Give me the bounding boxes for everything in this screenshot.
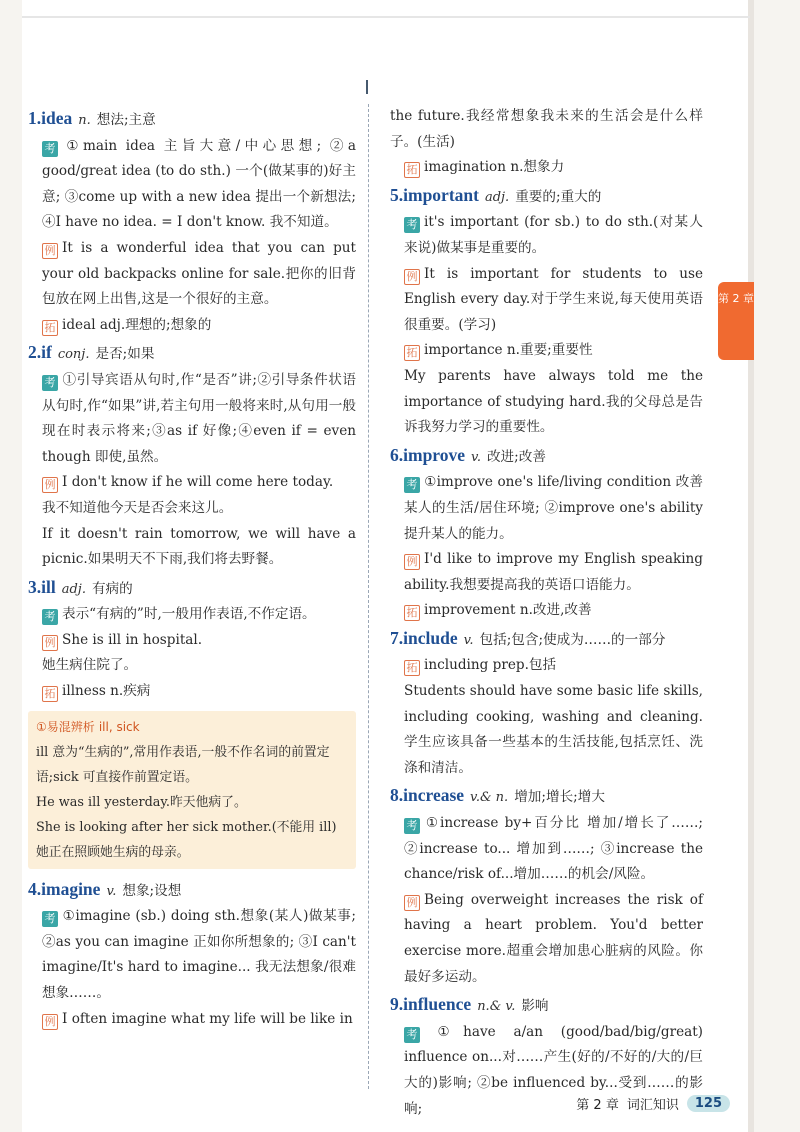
confusion-box: [28, 711, 356, 869]
entry-important: [390, 183, 703, 441]
part-of-speech: adj.: [61, 581, 86, 597]
footer-chapter: 第 2 章: [576, 1098, 619, 1113]
kao-note: 考 it's important (for sb.) to do sth.(对某人来说)做某事是重要的。: [404, 214, 703, 256]
box-line: He was ill yesterday.昨天他病了。: [36, 794, 247, 810]
example: 例 I don't know if he will come here today. 我不知道他今天是否会来这儿。: [42, 474, 334, 516]
chapter-tab: 第 2 章: [718, 282, 754, 360]
headword: 2.if: [28, 342, 52, 363]
kao-note: 考 ①imagine (sb.) doing sth.想象(某人)做某事; ②as you can imagine 正如你所想象的; ③I can't imagine/It's hard to imagine... 我无法想象/很难想象……。: [42, 908, 356, 1002]
example-icon: 例: [42, 1014, 58, 1030]
headword: 7.include: [390, 627, 458, 648]
entry-ill: [28, 575, 356, 705]
example: 例 I'd like to improve my English speaking ability.我想要提高我的英语口语能力。: [404, 551, 703, 593]
kao-icon: 考: [404, 217, 420, 233]
part-of-speech: v.: [463, 632, 474, 648]
extension-icon: 拓: [404, 345, 420, 361]
box-line: She is looking after her sick mother.(不能用 ill): [36, 819, 337, 835]
entry-imagine: [28, 877, 356, 1033]
kao-note: 考 表示“有病的”时,一般用作表语,不作定语。: [28, 602, 356, 628]
example-icon: 例: [42, 243, 58, 259]
kao-note: 考 ①increase by+百分比 增加/增长了……; ②increase to... 增加到……; ③increase the chance/risk of...增加……的机会/风险。: [404, 815, 703, 883]
extension: 拓 importance n.重要;重要性: [390, 338, 703, 364]
kao-icon: 考: [404, 477, 420, 493]
page-edge: [748, 0, 754, 1132]
column-divider: [368, 104, 369, 1089]
meaning: 改进;改善: [486, 448, 546, 465]
extension-icon: 拓: [42, 686, 58, 702]
headword: 1.idea: [28, 108, 73, 128]
meaning: 包括;包含;使成为……的一部分: [479, 631, 666, 648]
top-rule: [22, 16, 750, 18]
headword: 3.ill: [28, 576, 56, 597]
part-of-speech: conj.: [57, 347, 90, 363]
example-icon: 例: [42, 477, 58, 493]
extension-icon: 拓: [404, 162, 420, 178]
kao-icon: 考: [404, 818, 420, 834]
footer-section: 词汇知识: [626, 1098, 679, 1113]
extension-icon: 拓: [404, 660, 420, 676]
meaning: 想法;主意: [96, 112, 156, 128]
extension: 拓 including prep.包括: [390, 653, 703, 679]
meaning: 增加;增长;增大: [514, 789, 605, 806]
kao-note: 考 ①improve one's life/living condition 改善某人的生活/居住环境; ②improve one's ability 提升某人的能力。: [404, 474, 703, 542]
box-line: ill 意为“生病的”,常用作表语,一般不作名词的前置定语;sick 可直接作前置定语。: [36, 744, 330, 785]
extension: 拓 improvement n.改进,改善: [390, 598, 703, 624]
extension-icon: 拓: [42, 320, 58, 336]
kao-icon: 考: [42, 609, 58, 625]
kao-note: 考 ①引导宾语从句时,作“是否”讲;②引导条件状语从句时,作“如果”讲,若主句用一般将来时,从句用一般现在时表示将来;③as if 好像;④even if = even though 即使,虽然。: [42, 371, 356, 465]
entry-if: [28, 340, 356, 572]
part-of-speech: n.& v.: [477, 999, 516, 1015]
example-icon: 例: [404, 895, 420, 911]
page-number: 125: [687, 1095, 730, 1112]
part-of-speech: v.: [106, 883, 117, 899]
meaning: 想象;设想: [122, 882, 182, 899]
extension: 拓 imagination n.想象力: [390, 155, 703, 181]
entry-improve: [390, 443, 703, 624]
page-footer: [576, 1094, 730, 1113]
kao-icon: 考: [42, 375, 58, 391]
meaning: 有病的: [91, 580, 133, 597]
example: 例 It is a wonderful idea that you can put your old backpacks online for sale.把你的旧背包放在网上出售,这是一个很好的主意。: [42, 239, 356, 308]
right-column: [390, 104, 703, 1122]
meaning: 是否;如果: [95, 346, 155, 363]
example-icon: 例: [42, 635, 58, 651]
part-of-speech: v.& n.: [470, 790, 509, 806]
part-of-speech: v.: [471, 449, 481, 465]
kao-icon: 考: [404, 1027, 420, 1043]
box-subtitle: ill, sick: [98, 719, 140, 734]
headword: 9.influence: [390, 994, 472, 1015]
extension-icon: 拓: [404, 605, 420, 621]
entry-increase: [390, 783, 703, 990]
continued-example: the future.我经常想象我未来的生活会是什么样子。(生活): [390, 108, 703, 150]
kao-note: 考 ①have a/an (good/bad/big/great) influence on...对……产生(好的/不好的/大的/巨大的)影响; ②be influenced by...受到……的影响;: [404, 1023, 703, 1117]
extension: 拓 illness n.疾病: [28, 679, 356, 705]
example-icon: 例: [404, 269, 420, 285]
example-2: My parents have always told me the importance of studying hard.我的父母总是告诉我努力学习的重要性。: [404, 367, 703, 436]
example: 例 She is ill in hospital. 她生病住院了。: [42, 631, 203, 674]
entry-idea: [28, 106, 356, 338]
part-of-speech: adj.: [484, 189, 510, 205]
example-2: If it doesn't rain tomorrow, we will have a picnic.如果明天不下雨,我们将去野餐。: [42, 525, 356, 568]
entry-include: [390, 626, 703, 782]
kao-icon: 考: [42, 141, 58, 157]
example-2: Students should have some basic life skills, including cooking, washing and cleaning.学生应该具备一些基本的生活技能,包括烹饪、洗涤和清洁。: [404, 683, 703, 776]
example: 例 Being overweight increases the risk of having a heart problem. You'd better exercise more.超重会增加患心脏病的风险。你最好多运动。: [404, 891, 704, 985]
extension: 拓 ideal adj.理想的;想象的: [28, 313, 356, 339]
kao-icon: 考: [42, 911, 58, 927]
headword: 8.increase: [390, 785, 465, 806]
box-title: ①易混辨析: [36, 719, 95, 734]
part-of-speech: n.: [78, 113, 91, 128]
example: 例 It is important for students to use English every day.对于学生来说,每天使用英语很重要。(学习): [404, 265, 703, 333]
left-column: [28, 104, 356, 1032]
meaning: 重要的;重大的: [515, 188, 602, 205]
box-line: 她正在照顾她生病的母亲。: [36, 844, 190, 860]
headword: 6.improve: [390, 444, 466, 465]
example: 例 I often imagine what my life will be like in: [28, 1007, 356, 1033]
headword: 5.important: [390, 184, 479, 205]
top-mark: [366, 80, 368, 94]
kao-note: 考 ①main idea 主旨大意/中心思想; ②a good/great idea (to do sth.) 一个(做某事的)好主意; ③come up with a new idea 提出一个新想法; ④I have no idea. = I don't know. 我不知道。: [42, 137, 356, 231]
meaning: 影响: [521, 998, 549, 1015]
example-icon: 例: [404, 554, 420, 570]
headword: 4.imagine: [28, 878, 101, 899]
